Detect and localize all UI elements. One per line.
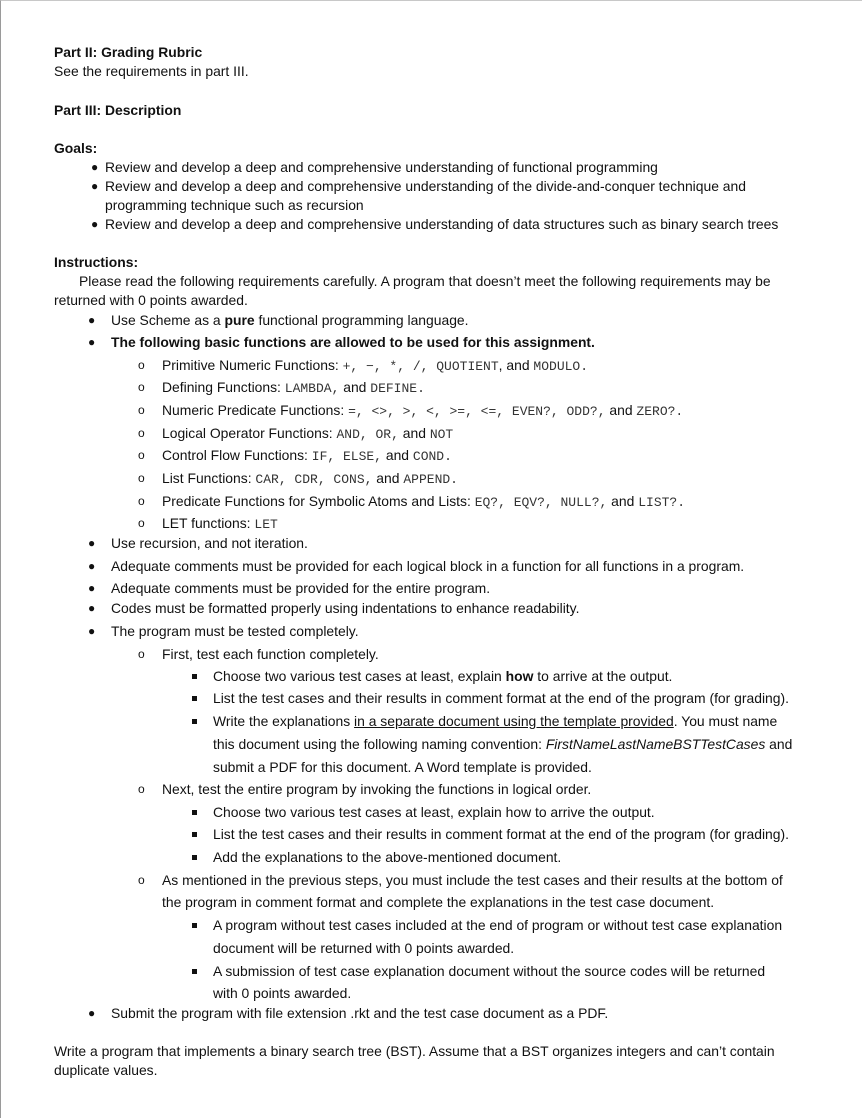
goal-item: Review and develop a deep and comprehensive understanding of the divide-and-conquer technique and <box>105 178 746 194</box>
circle-bullet-icon: o <box>138 782 145 796</box>
submit-requirement: Submit the program with file extension .rkt and the test case document as a PDF. <box>111 1005 609 1021</box>
next-step-item: Choose two various test cases at least, explain how to arrive the output. <box>213 804 655 820</box>
function-item: Defining Functions: LAMBDA, and DEFINE. <box>162 379 425 396</box>
circle-bullet-icon: o <box>138 358 145 372</box>
first-step-item: Choose two various test cases at least, explain how to arrive at the output. <box>213 668 673 684</box>
square-bullet-icon <box>192 810 197 815</box>
function-item: LET functions: LET <box>162 515 278 532</box>
function-item: Primitive Numeric Functions: +, −, *, /, QUOTIENT, and MODULO. <box>162 357 589 374</box>
bullet-icon: ● <box>88 581 96 595</box>
bullet-icon: ● <box>91 217 99 231</box>
function-item: Predicate Functions for Symbolic Atoms and Lists: EQ?, EQV?, NULL?, and LIST?. <box>162 493 686 510</box>
part2-heading: Part II: Grading Rubric <box>54 44 203 60</box>
function-item: Logical Operator Functions: AND, OR, and NOT <box>162 425 454 442</box>
circle-bullet-icon: o <box>138 516 145 530</box>
square-bullet-icon <box>192 674 197 679</box>
first-step-item: List the test cases and their results in comment format at the end of the program (for grading). <box>213 690 789 706</box>
instructions-intro: Please read the following requirements carefully. A program that doesn’t meet the following requirements may be <box>79 273 771 289</box>
bullet-icon: ● <box>91 179 99 193</box>
circle-bullet-icon: o <box>138 873 145 887</box>
instructions-heading: Instructions: <box>54 254 139 270</box>
bullet-icon: ● <box>88 335 96 349</box>
mentioned-step: As mentioned in the previous steps, you must include the test cases and their results at the bottom of <box>162 872 783 888</box>
goal-item: Review and develop a deep and comprehensive understanding of data structures such as binary search trees <box>105 216 779 232</box>
function-item: Numeric Predicate Functions: =, <>, >, <, >=, <=, EVEN?, ODD?, and ZERO?. <box>162 402 684 419</box>
circle-bullet-icon: o <box>138 494 145 508</box>
goals-heading: Goals: <box>54 140 98 156</box>
function-item: Control Flow Functions: IF, ELSE, and COND. <box>162 447 452 464</box>
mentioned-step-item-continued: with 0 points awarded. <box>213 985 352 1001</box>
goal-item-continued: programming technique such as recursion <box>105 197 364 213</box>
first-step: First, test each function completely. <box>162 646 379 662</box>
mentioned-step-item-continued: document will be returned with 0 points awarded. <box>213 940 515 956</box>
goal-item: Review and develop a deep and comprehensive understanding of functional programming <box>105 159 658 175</box>
instructions-intro-continued: returned with 0 points awarded. <box>54 292 248 308</box>
first-step-item: Write the explanations in a separate document using the template provided. You must name <box>213 713 778 729</box>
circle-bullet-icon: o <box>138 471 145 485</box>
comments-program-requirement: Adequate comments must be provided for the entire program. <box>111 580 491 596</box>
bullet-icon: ● <box>88 601 96 615</box>
next-step: Next, test the entire program by invoking the functions in logical order. <box>162 781 592 797</box>
bullet-icon: ● <box>88 559 96 573</box>
square-bullet-icon <box>192 696 197 701</box>
circle-bullet-icon: o <box>138 426 145 440</box>
bullet-icon: ● <box>88 1006 96 1020</box>
closing-paragraph-continued: duplicate values. <box>54 1062 158 1078</box>
allowed-functions-heading: The following basic functions are allowed to be used for this assignment. <box>111 334 595 350</box>
scheme-requirement: Use Scheme as a pure functional programming language. <box>111 312 469 328</box>
circle-bullet-icon: o <box>138 403 145 417</box>
mentioned-step-item: A program without test cases included at the end of program or without test case explanation <box>213 917 783 933</box>
square-bullet-icon <box>192 855 197 860</box>
part3-heading: Part III: Description <box>54 102 182 118</box>
comments-block-requirement: Adequate comments must be provided for each logical block in a function for all functions in a program. <box>111 558 745 574</box>
testing-requirement: The program must be tested completely. <box>111 623 359 639</box>
function-item: List Functions: CAR, CDR, CONS, and APPEND. <box>162 470 458 487</box>
square-bullet-icon <box>192 719 197 724</box>
square-bullet-icon <box>192 832 197 837</box>
mentioned-step-continued: the program in comment format and complete the explanations in the test case document. <box>162 894 715 910</box>
next-step-item: List the test cases and their results in comment format at the end of the program (for grading). <box>213 826 789 842</box>
circle-bullet-icon: o <box>138 380 145 394</box>
mentioned-step-item: A submission of test case explanation document without the source codes will be returned <box>213 963 766 979</box>
bullet-icon: ● <box>88 624 96 638</box>
bullet-icon: ● <box>88 536 96 550</box>
closing-paragraph: Write a program that implements a binary search tree (BST). Assume that a BST organizes integers and can’t contain <box>54 1043 775 1059</box>
square-bullet-icon <box>192 923 197 928</box>
first-step-item-continued: this document using the following naming convention: FirstNameLastNameBSTTestCases and <box>213 736 793 752</box>
circle-bullet-icon: o <box>138 448 145 462</box>
square-bullet-icon <box>192 969 197 974</box>
circle-bullet-icon: o <box>138 647 145 661</box>
bullet-icon: ● <box>91 160 99 174</box>
bullet-icon: ● <box>88 313 96 327</box>
format-requirement: Codes must be formatted properly using indentations to enhance readability. <box>111 600 580 616</box>
first-step-item-continued: submit a PDF for this document. A Word template is provided. <box>213 759 592 775</box>
part2-text: See the requirements in part III. <box>54 63 249 79</box>
recursion-requirement: Use recursion, and not iteration. <box>111 535 308 551</box>
next-step-item: Add the explanations to the above-mentioned document. <box>213 849 562 865</box>
